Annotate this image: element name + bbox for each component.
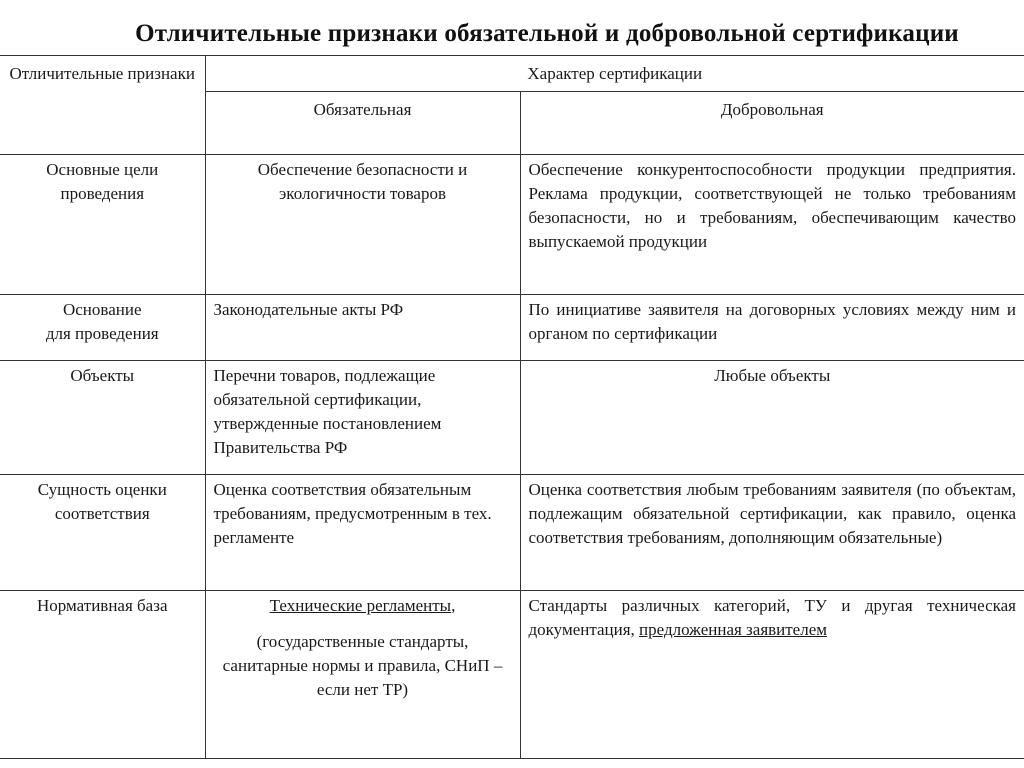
header-row-1 bbox=[0, 56, 1024, 92]
header-mandatory: Обязательная bbox=[313, 100, 412, 119]
row-voluntary-essence bbox=[520, 475, 1024, 591]
header-mandatory-cell bbox=[205, 92, 520, 155]
mandatory-note: (государственные стандарты, санитарные нормы и правила, СНиП – если нет ТР) bbox=[222, 632, 503, 699]
voluntary-value: Стандарты различных категорий, ТУ и другая техническая документация, bbox=[528, 596, 1016, 639]
row-voluntary-goals bbox=[520, 155, 1024, 295]
technical-regulations-link: Технические регламенты bbox=[269, 596, 452, 615]
spacer bbox=[214, 618, 512, 630]
mandatory-value: Законодательные акты РФ bbox=[213, 300, 404, 319]
feature-label: Объекты bbox=[70, 366, 135, 385]
table-row bbox=[0, 361, 1024, 475]
row-feature-basis bbox=[0, 295, 205, 361]
voluntary-value: Оценка соответствия любым требованиям заявителя (по объектам, подлежащим обязательной сертификации, как правило, оценка соответствия требованиям, дополняющим обязательные) bbox=[528, 480, 1016, 547]
table-row bbox=[0, 155, 1024, 295]
row-mandatory-essence bbox=[205, 475, 520, 591]
header-feature-cell bbox=[0, 56, 205, 155]
voluntary-value: Обеспечение конкурентоспособности продукции предприятия. Реклама продукции, соответствующей не только требованиям безопасности, но и требованиям, обеспечивающим качество выпускаемой продукции bbox=[528, 160, 1016, 251]
row-feature-essence bbox=[0, 475, 205, 591]
row-mandatory-objects bbox=[205, 361, 520, 475]
certification-comparison-table bbox=[0, 55, 1024, 759]
row-feature-normative bbox=[0, 591, 205, 759]
feature-label-line1: Основание bbox=[62, 300, 142, 319]
feature-label: Нормативная база bbox=[37, 596, 168, 615]
header-voluntary-cell bbox=[520, 92, 1024, 155]
header-feature: Отличительные признаки bbox=[9, 64, 195, 83]
row-mandatory-basis bbox=[205, 295, 520, 361]
feature-label: Основные цели проведения bbox=[46, 160, 159, 203]
comma: , bbox=[451, 596, 456, 615]
header-voluntary: Добровольная bbox=[720, 100, 824, 119]
table-row bbox=[0, 295, 1024, 361]
voluntary-value: По инициативе заявителя на договорных условиях между ним и органом по сертификации bbox=[528, 300, 1016, 343]
table-row bbox=[0, 591, 1024, 759]
feature-label-line2: для проведения bbox=[45, 324, 159, 343]
mandatory-value: Обеспечение безопасности и экологичности товаров bbox=[257, 160, 468, 203]
voluntary-value: Любые объекты bbox=[714, 366, 831, 385]
page-title: Отличительные признаки обязательной и добровольной сертификации bbox=[135, 20, 959, 47]
row-voluntary-normative bbox=[520, 591, 1024, 759]
feature-label: Сущность оценки соответствия bbox=[37, 480, 167, 523]
row-voluntary-objects bbox=[520, 361, 1024, 475]
header-character-cell bbox=[205, 56, 1024, 92]
row-feature-goals bbox=[0, 155, 205, 295]
proposed-by-applicant-link: предложенная заявителем bbox=[639, 620, 828, 639]
mandatory-value: Перечни товаров, подлежащие обязательной сертификации, утвержденные постановлением Правительства РФ bbox=[213, 366, 442, 457]
row-mandatory-goals bbox=[205, 155, 520, 295]
row-voluntary-basis bbox=[520, 295, 1024, 361]
header-character: Характер сертификации bbox=[527, 64, 703, 83]
mandatory-value: Оценка соответствия обязательным требованиям, предусмотренным в тех. регламенте bbox=[213, 480, 492, 547]
row-mandatory-normative bbox=[205, 591, 520, 759]
table-row bbox=[0, 475, 1024, 591]
row-feature-objects bbox=[0, 361, 205, 475]
